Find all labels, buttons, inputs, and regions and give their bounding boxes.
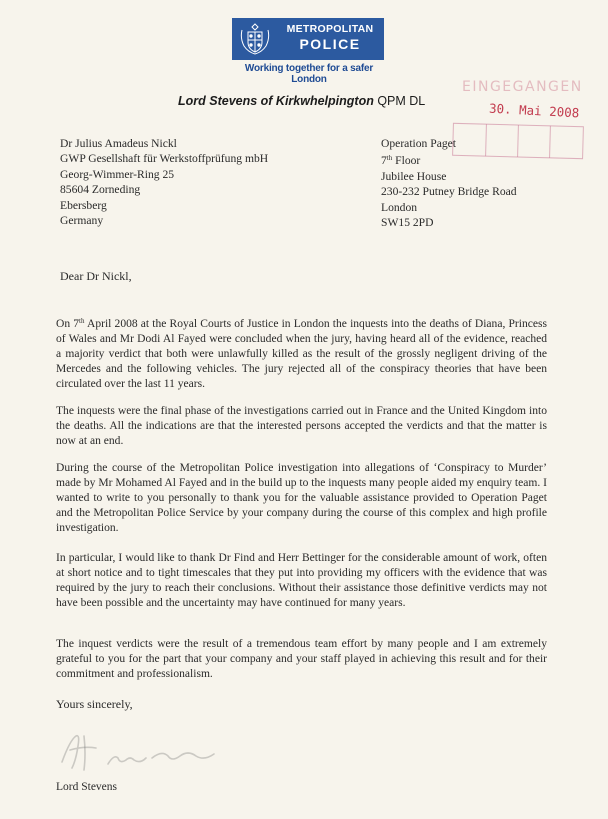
metropolitan-police-logo — [232, 18, 384, 60]
floor-number: 7 — [381, 154, 387, 168]
received-stamp-date: 30. Mai 2008 — [488, 100, 580, 121]
logo-title: METROPOLITAN — [286, 23, 374, 35]
return-address-line: SW15 2PD — [381, 216, 434, 230]
received-stamp-title: EINGEGANGEN — [462, 79, 583, 95]
floor-label: Floor — [392, 154, 421, 168]
return-address — [381, 136, 517, 230]
closing: Yours sincerely, — [56, 697, 133, 711]
date-suffix: th — [79, 317, 85, 325]
return-address-line: 230-232 Putney Bridge Road — [381, 185, 517, 199]
logo-subtitle: POLICE — [299, 36, 361, 52]
crest-icon — [236, 20, 274, 58]
return-address-line: London — [381, 200, 418, 214]
paragraph-1 — [56, 314, 547, 392]
return-address-line: Operation Paget — [381, 137, 457, 150]
recipient-line: Germany — [60, 214, 104, 228]
recipient-line: 85604 Zorneding — [60, 183, 141, 197]
sender-line — [178, 94, 425, 108]
recipient-address — [60, 136, 268, 228]
salutation: Dear Dr Nickl, — [60, 269, 132, 283]
paragraph-text: On 7 — [56, 318, 80, 330]
paragraph-text: April 2008 at the Royal Courts of Justice in London the inquests into the deaths of Diana, Princess of Wales and Mr Dodi Al Fayed were concluded when the jury, having heard all of the evidence, reached a majority verdict that both were unlawfully killed as the result of the grossly negligent driving of the Mercedes and the following vehicles. The jury rejected all of the conspiracy theories that have been circulated over the last 11 years. — [56, 318, 547, 391]
floor-suffix: th — [386, 154, 393, 163]
paragraph-4: In particular, I would like to thank Dr Find and Herr Bettinger for the considerable amount of work, often at short notice and to tight timescales that they put into providing my officers with the evidence that was required by the jury to reach their conclusions. Without their assistance those definitive verdicts may not have been possible and the uncertainty may have continued for many years. — [56, 552, 547, 610]
signer-name: Lord Stevens — [56, 781, 118, 793]
sender-postnominals: QPM DL — [377, 94, 426, 108]
sender-name: Lord Stevens of Kirkwhelpington — [178, 94, 374, 108]
logo-tagline: Working together for a safer London — [244, 63, 374, 85]
return-address-line: Jubilee House — [381, 169, 447, 183]
recipient-line: Ebersberg — [60, 198, 107, 212]
recipient-line: Dr Julius Amadeus Nickl — [60, 137, 177, 150]
recipient-line: GWP Gesellshaft für Werkstoffprüfung mbH — [60, 152, 269, 166]
paragraph-3: During the course of the Metropolitan Police investigation into allegations of ‘Conspiracy to Murder’ made by Mr Mohamed Al Fayed and in the build up to the inquests many people aided my enquiry team. I wanted to write to you personally to thank you for the valuable assistance provided to Operation Paget and the Metropolitan Police Service by your company during the course of this complex and high profile investigation. — [56, 462, 547, 535]
signature — [48, 724, 248, 784]
recipient-line: Georg-Wimmer-Ring 25 — [60, 167, 175, 181]
paragraph-2: The inquests were the final phase of the investigations carried out in France and the United Kingdom into the deaths. All the indications are that the interested persons accepted the verdicts and that the matter is now at an end. — [56, 405, 547, 448]
return-address-line — [381, 151, 517, 168]
paragraph-5: The inquest verdicts were the result of a tremendous team effort by many people and I am extremely grateful to you for the part that your company and your staff played in achieving this result and for their commitment and professionalism. — [56, 638, 547, 681]
